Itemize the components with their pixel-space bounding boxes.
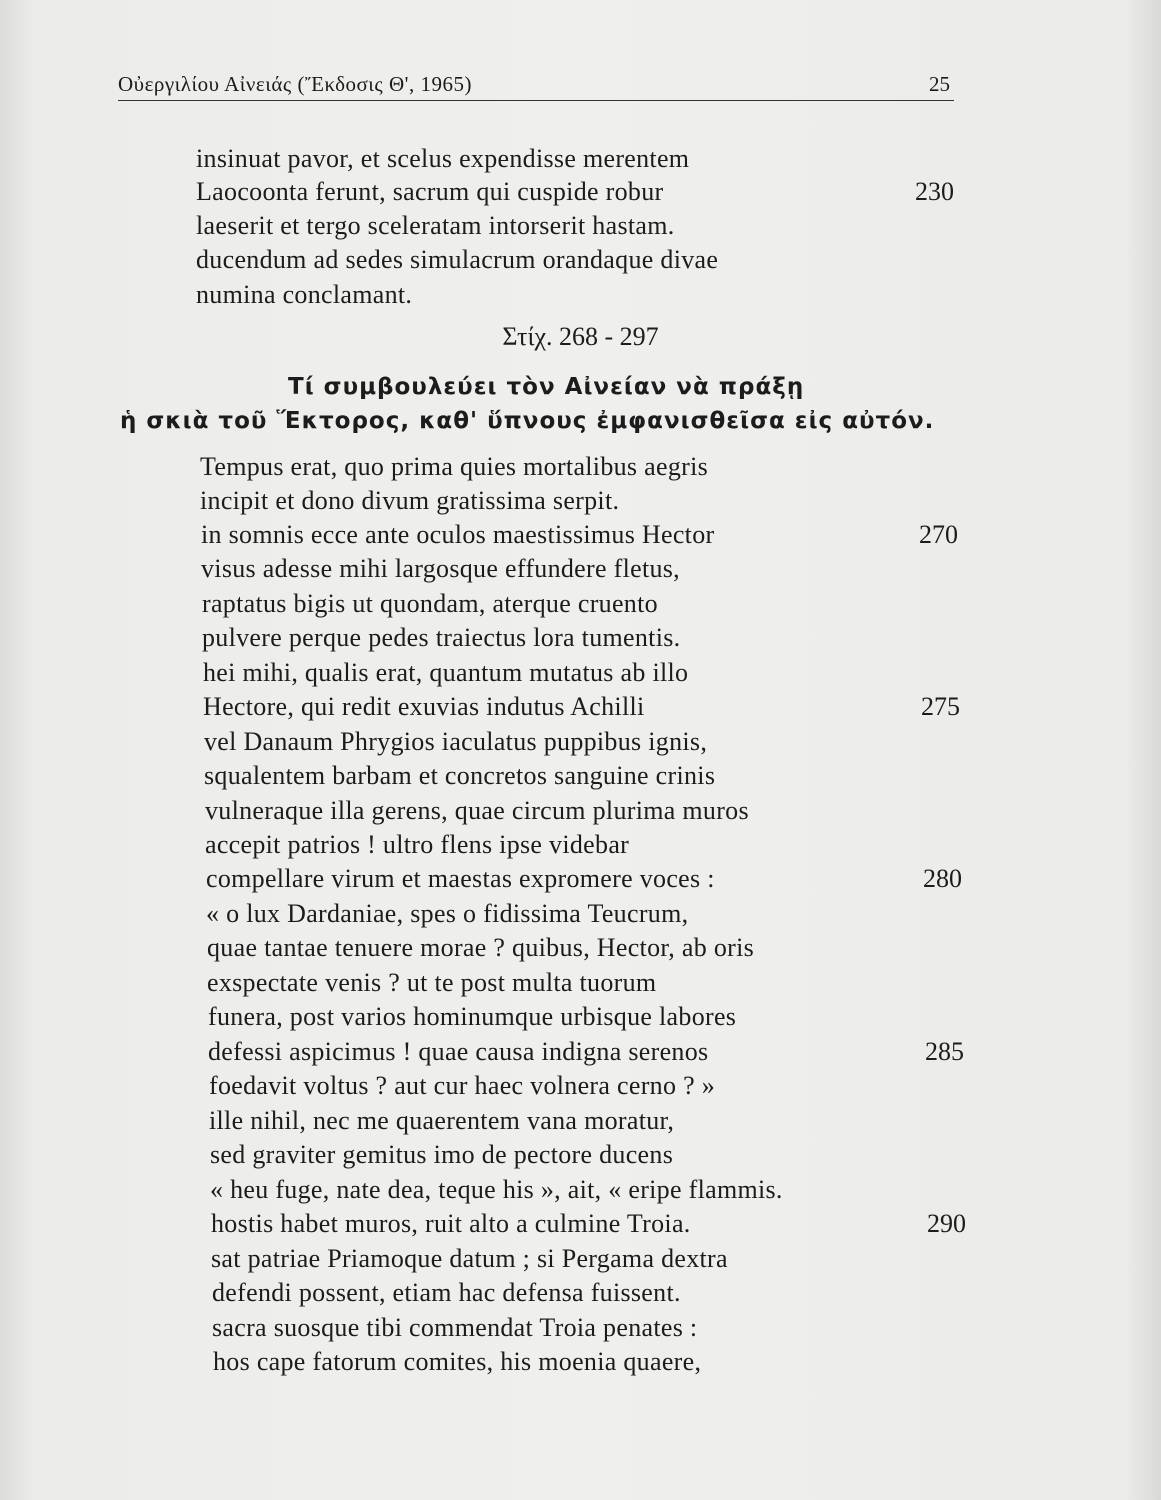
verse-line: compellare virum et maestas expromere voces : bbox=[206, 864, 715, 893]
verse-line: ille nihil, nec me quaerentem vana moratur, bbox=[209, 1106, 675, 1135]
verse-line: foedavit voltus ? aut cur haec volnera cerno ? » bbox=[209, 1071, 716, 1100]
verse-line: pulvere perque pedes traiectus lora tumentis. bbox=[202, 623, 681, 652]
verse-line: quae tantae tenuere morae ? quibus, Hector, ab oris bbox=[207, 933, 755, 962]
line-number: 230 bbox=[915, 177, 954, 206]
verse-line: hei mihi, qualis erat, quantum mutatus ab illo bbox=[203, 658, 689, 687]
section-heading-line2: ἡ σκιὰ τοῦ Ἕκτορος, καθ' ὕπνους ἐμφανισθεῖσα εἰς αὐτόν. bbox=[120, 408, 935, 434]
verse-line: hos cape fatorum comites, his moenia quaere, bbox=[213, 1347, 702, 1376]
verse-line: sacra suosque tibi commendat Troia penates : bbox=[212, 1313, 698, 1342]
verse-line: accepit patrios ! ultro flens ipse videbar bbox=[205, 830, 630, 859]
verse-line: funera, post varios hominumque urbisque labores bbox=[208, 1002, 737, 1031]
section-verse-range: Στίχ. 268 - 297 bbox=[502, 322, 659, 351]
section-heading-line1: Τί συμβουλεύει τὸν Αἰνείαν νὰ πράξῃ bbox=[288, 374, 805, 400]
verse-line: Hectore, qui redit exuvias indutus Achilli bbox=[203, 692, 645, 721]
verse-line: squalentem barbam et concretos sanguine crinis bbox=[204, 761, 716, 790]
verse-line: « o lux Dardaniae, spes o fidissima Teucrum, bbox=[206, 899, 689, 928]
verse-line: raptatus bigis ut quondam, aterque cruento bbox=[202, 589, 658, 618]
verse-line: vel Danaum Phrygios iaculatus puppibus ignis, bbox=[204, 727, 708, 756]
verse-line: in somnis ecce ante oculos maestissimus Hector bbox=[201, 520, 715, 549]
line-number: 280 bbox=[923, 864, 962, 893]
verse-line: defendi possent, etiam hac defensa fuissent. bbox=[212, 1278, 681, 1307]
line-number: 275 bbox=[921, 692, 960, 721]
page-number: 25 bbox=[929, 72, 950, 96]
verse-line: « heu fuge, nate dea, teque his », ait, « eripe flammis. bbox=[210, 1175, 783, 1204]
verse-line: exspectate venis ? ut te post multa tuorum bbox=[207, 968, 657, 997]
running-header bbox=[118, 70, 954, 101]
verse-line: laeserit et tergo sceleratam intorserit hastam. bbox=[196, 211, 675, 240]
verse-line: ducendum ad sedes simulacrum orandaque divae bbox=[196, 245, 719, 274]
verse-line: visus adesse mihi largosque effundere fletus, bbox=[201, 554, 680, 583]
verse-line: sat patriae Priamoque datum ; si Pergama dextra bbox=[211, 1244, 728, 1273]
verse-line: insinuat pavor, et scelus expendisse merentem bbox=[196, 144, 690, 173]
verse-line: Tempus erat, quo prima quies mortalibus aegris bbox=[200, 452, 709, 481]
verse-line: incipit et dono divum gratissima serpit. bbox=[200, 486, 620, 515]
verse-line: Laocoonta ferunt, sacrum qui cuspide robur bbox=[196, 177, 664, 206]
verse-line: vulneraque illa gerens, quae circum plurima muros bbox=[205, 796, 749, 825]
verse-line: numina conclamant. bbox=[196, 280, 413, 309]
verse-line: hostis habet muros, ruit alto a culmine Troia. bbox=[211, 1209, 691, 1238]
running-title: Οὐεργιλίου Αἰνειάς (Ἔκδοσις Θ', 1965) bbox=[118, 72, 472, 96]
verse-line: sed graviter gemitus imo de pectore ducens bbox=[210, 1140, 674, 1169]
verse-line: defessi aspicimus ! quae causa indigna serenos bbox=[208, 1037, 709, 1066]
line-number: 290 bbox=[927, 1209, 966, 1238]
line-number: 285 bbox=[925, 1037, 964, 1066]
line-number: 270 bbox=[919, 520, 958, 549]
